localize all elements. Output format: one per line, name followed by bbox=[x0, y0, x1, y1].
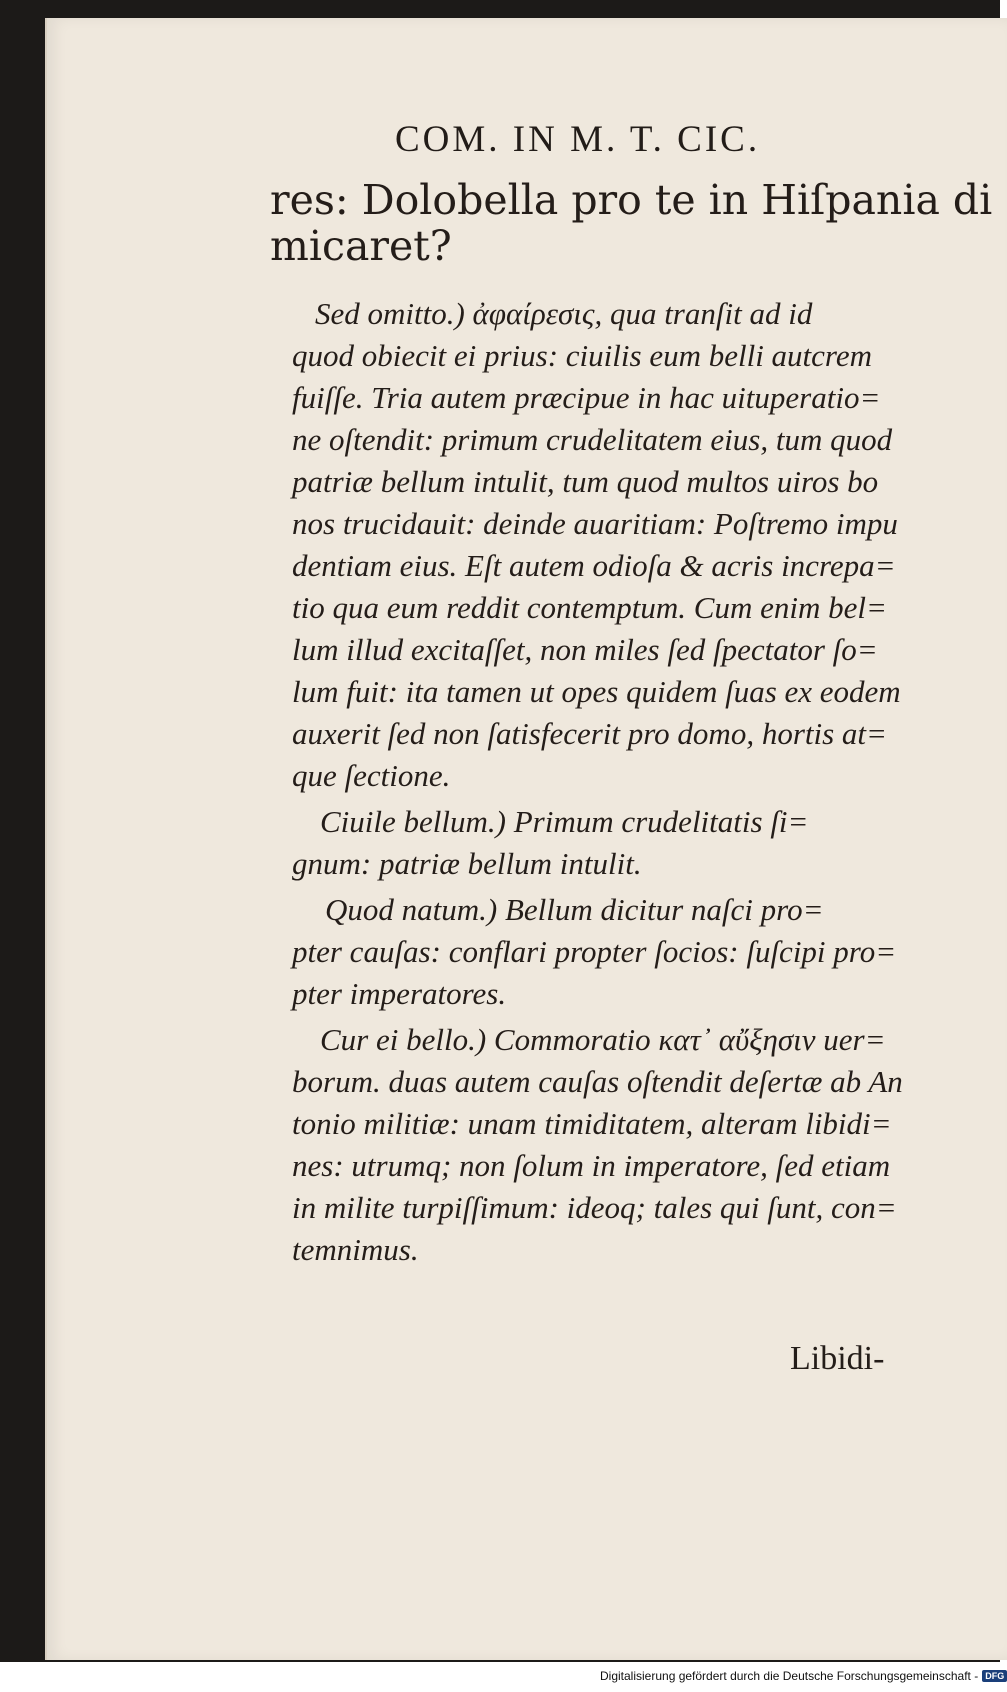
text-line: Ciuile bellum.) Primum crudelitatis ſi= bbox=[320, 804, 809, 839]
text-line: auxerit ſed non ſatisfecerit pro domo, hortis at= bbox=[292, 716, 887, 751]
text-line: gnum: patriæ bellum intulit. bbox=[292, 846, 642, 881]
text-line: dentiam eius. Eſt autem odioſa & acris increpa= bbox=[292, 548, 896, 583]
text-line: pter imperatores. bbox=[292, 976, 507, 1011]
text-line: patriæ bellum intulit, tum quod multos uiros bo bbox=[292, 464, 879, 499]
text-line: Quod natum.) Bellum dicitur naſci pro= bbox=[325, 892, 824, 927]
text-line: tio qua eum reddit contemptum. Cum enim bel= bbox=[292, 590, 887, 625]
running-head: COM. IN M. T. CIC. bbox=[395, 119, 761, 160]
catchword: Libidi- bbox=[790, 1340, 885, 1377]
text-line: pter cauſas: conflari propter ſocios: ſuſcipi pro= bbox=[292, 934, 897, 969]
text-line: lum fuit: ita tamen ut opes quidem ſuas ex eodem bbox=[292, 674, 901, 709]
text-line: quod obiecit ei prius: ciuilis eum belli autcrem bbox=[292, 338, 872, 373]
text-line: fuiſſe. Tria autem præcipue in hac uituperatio= bbox=[292, 380, 881, 415]
text-line: lum illud excitaſſet, non miles ſed ſpectator ſo= bbox=[292, 632, 878, 667]
text-line: res: Dolobella pro te in Hiſpania di bbox=[270, 176, 993, 224]
text-line: nes: utrumq; non ſolum in imperatore, ſed etiam bbox=[292, 1148, 891, 1183]
text-line: Sed omitto.) ἀφαίρεσις, qua tranſit ad id bbox=[315, 296, 813, 331]
text-line: micaret? bbox=[270, 222, 452, 270]
text-line: in milite turpiſſimum: ideoq; tales qui ſunt, con= bbox=[292, 1190, 897, 1225]
text-line: Cur ei bello.) Commoratio κατ᾽ αὔξησιν uer= bbox=[320, 1022, 886, 1057]
dfg-logo-icon[interactable]: DFG bbox=[982, 1670, 1007, 1682]
digitization-credit bbox=[600, 1666, 1007, 1686]
text-line: que ſectione. bbox=[292, 758, 451, 793]
text-line: temnimus. bbox=[292, 1232, 419, 1267]
credit-text: Digitalisierung gefördert durch die Deutsche Forschungsgemeinschaft - bbox=[600, 1669, 979, 1683]
text-line: nos trucidauit: deinde auaritiam: Poſtremo impu bbox=[292, 506, 898, 541]
text-line: borum. duas autem cauſas oſtendit deſertæ ab An bbox=[292, 1064, 903, 1099]
text-line: ne oſtendit: primum crudelitatem eius, tum quod bbox=[292, 422, 893, 457]
text-line: tonio militiæ: unam timiditatem, alteram libidi= bbox=[292, 1106, 892, 1141]
